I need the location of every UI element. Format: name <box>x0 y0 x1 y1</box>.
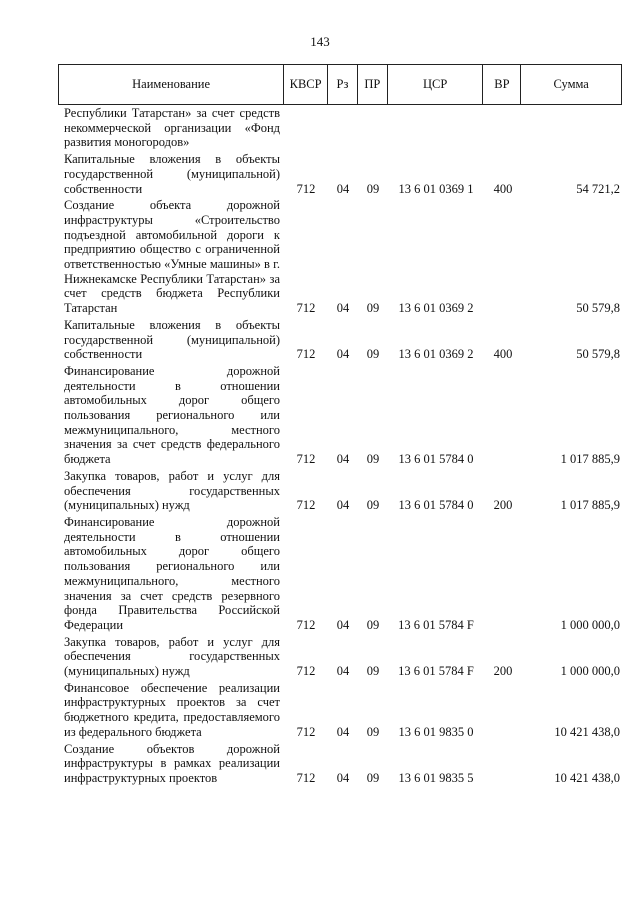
table-row <box>58 106 622 150</box>
table-row <box>58 515 622 633</box>
header-rz: Рз <box>328 65 358 104</box>
row-csr: 13 6 01 9835 5 <box>398 770 474 785</box>
table-row <box>58 318 622 362</box>
row-vr: 200 <box>493 498 513 513</box>
row-name: Финансовое обеспечение реализации инфраструктурных проектов за счет бюджетного кредита, предоставляемого из федерального бюджета <box>64 680 280 739</box>
row-pr: 09 <box>366 498 380 513</box>
row-name: Закупка товаров, работ и услуг для обеспечения государственных (муниципальных) нужд <box>64 468 280 513</box>
row-name: Финансирование дорожной деятельности в отношении автомобильных дорог общего пользования регионального или межмуниципального, местного значения за счет средств резервного фонда Правительства Российской Федерации <box>64 514 280 632</box>
table-row <box>58 635 622 679</box>
row-csr: 13 6 01 5784 F <box>398 617 474 632</box>
row-kvsr: 712 <box>296 498 316 513</box>
row-csr: 13 6 01 0369 1 <box>398 181 474 196</box>
row-pr: 09 <box>366 347 380 362</box>
row-kvsr: 712 <box>296 452 316 467</box>
row-kvsr: 712 <box>296 664 316 679</box>
table-header <box>58 64 622 105</box>
row-sum: 54 721,2 <box>576 181 620 196</box>
row-csr: 13 6 01 5784 0 <box>398 498 474 513</box>
row-rz: 04 <box>336 301 350 316</box>
row-pr: 09 <box>366 301 380 316</box>
header-csr: ЦСР <box>388 65 484 104</box>
row-name: Капитальные вложения в объекты государственной (муниципальной) собственности <box>64 152 280 196</box>
table-row <box>58 198 622 316</box>
row-vr: 400 <box>493 347 513 362</box>
row-sum: 1 017 885,9 <box>560 498 620 513</box>
row-pr: 09 <box>366 617 380 632</box>
row-pr: 09 <box>366 664 380 679</box>
row-kvsr: 712 <box>296 770 316 785</box>
table-body <box>58 106 622 786</box>
row-kvsr: 712 <box>296 301 316 316</box>
header-name: Наименование <box>59 65 284 104</box>
row-pr: 09 <box>366 724 380 739</box>
row-vr: 400 <box>493 181 513 196</box>
row-csr: 13 6 01 5784 F <box>398 664 474 679</box>
table-row <box>58 469 622 513</box>
row-rz: 04 <box>336 724 350 739</box>
row-pr: 09 <box>366 770 380 785</box>
table-row <box>58 364 622 467</box>
row-csr: 13 6 01 9835 0 <box>398 724 474 739</box>
row-rz: 04 <box>336 452 350 467</box>
row-sum: 50 579,8 <box>576 347 620 362</box>
row-kvsr: 712 <box>296 617 316 632</box>
row-pr: 09 <box>366 181 380 196</box>
row-name: Закупка товаров, работ и услуг для обеспечения государственных (муниципальных) нужд <box>64 634 280 679</box>
row-name: Создание объектов дорожной инфраструктуры в рамках реализации инфраструктурных проектов <box>64 741 280 785</box>
row-csr: 13 6 01 0369 2 <box>398 347 474 362</box>
row-kvsr: 712 <box>296 181 316 196</box>
page-number: 143 <box>310 34 330 49</box>
row-name: Финансирование дорожной деятельности в отношении автомобильных дорог общего пользования регионального или межмуниципального, местного значения за счет средств федерального бюджета <box>64 363 280 467</box>
row-rz: 04 <box>336 498 350 513</box>
row-sum: 1 000 000,0 <box>560 617 620 632</box>
budget-table <box>58 64 622 788</box>
row-vr: 200 <box>493 664 513 679</box>
row-sum: 50 579,8 <box>576 301 620 316</box>
table-row <box>58 152 622 196</box>
row-rz: 04 <box>336 770 350 785</box>
header-sum: Сумма <box>553 77 589 91</box>
row-sum: 1 000 000,0 <box>560 664 620 679</box>
row-rz: 04 <box>336 347 350 362</box>
row-csr: 13 6 01 0369 2 <box>398 301 474 316</box>
row-csr: 13 6 01 5784 0 <box>398 452 474 467</box>
row-kvsr: 712 <box>296 724 316 739</box>
table-row <box>58 681 622 740</box>
header-vr: ВР <box>483 65 521 104</box>
row-name: Капитальные вложения в объекты государственной (муниципальной) собственности <box>64 317 280 362</box>
row-sum: 10 421 438,0 <box>554 770 620 785</box>
row-name: Создание объекта дорожной инфраструктуры «Строительство подъездной автомобильной дороги к предприятию общество с ограниченной ответственностью «Умные машины» в г. Нижнекамске Республики Татарстан» за счет средств бюджета Республики Татарстан <box>64 198 280 316</box>
row-rz: 04 <box>336 617 350 632</box>
row-kvsr: 712 <box>296 347 316 362</box>
header-kvsr: КВСР <box>284 65 328 104</box>
row-pr: 09 <box>366 452 380 467</box>
row-rz: 04 <box>336 664 350 679</box>
row-rz: 04 <box>336 181 350 196</box>
row-sum: 1 017 885,9 <box>560 452 620 467</box>
row-sum: 10 421 438,0 <box>554 724 620 739</box>
table-row <box>58 742 622 786</box>
row-name: Республики Татарстан» за счет средств некоммерческой организации «Фонд развития моногородов» <box>64 106 280 150</box>
header-pr: ПР <box>358 65 388 104</box>
